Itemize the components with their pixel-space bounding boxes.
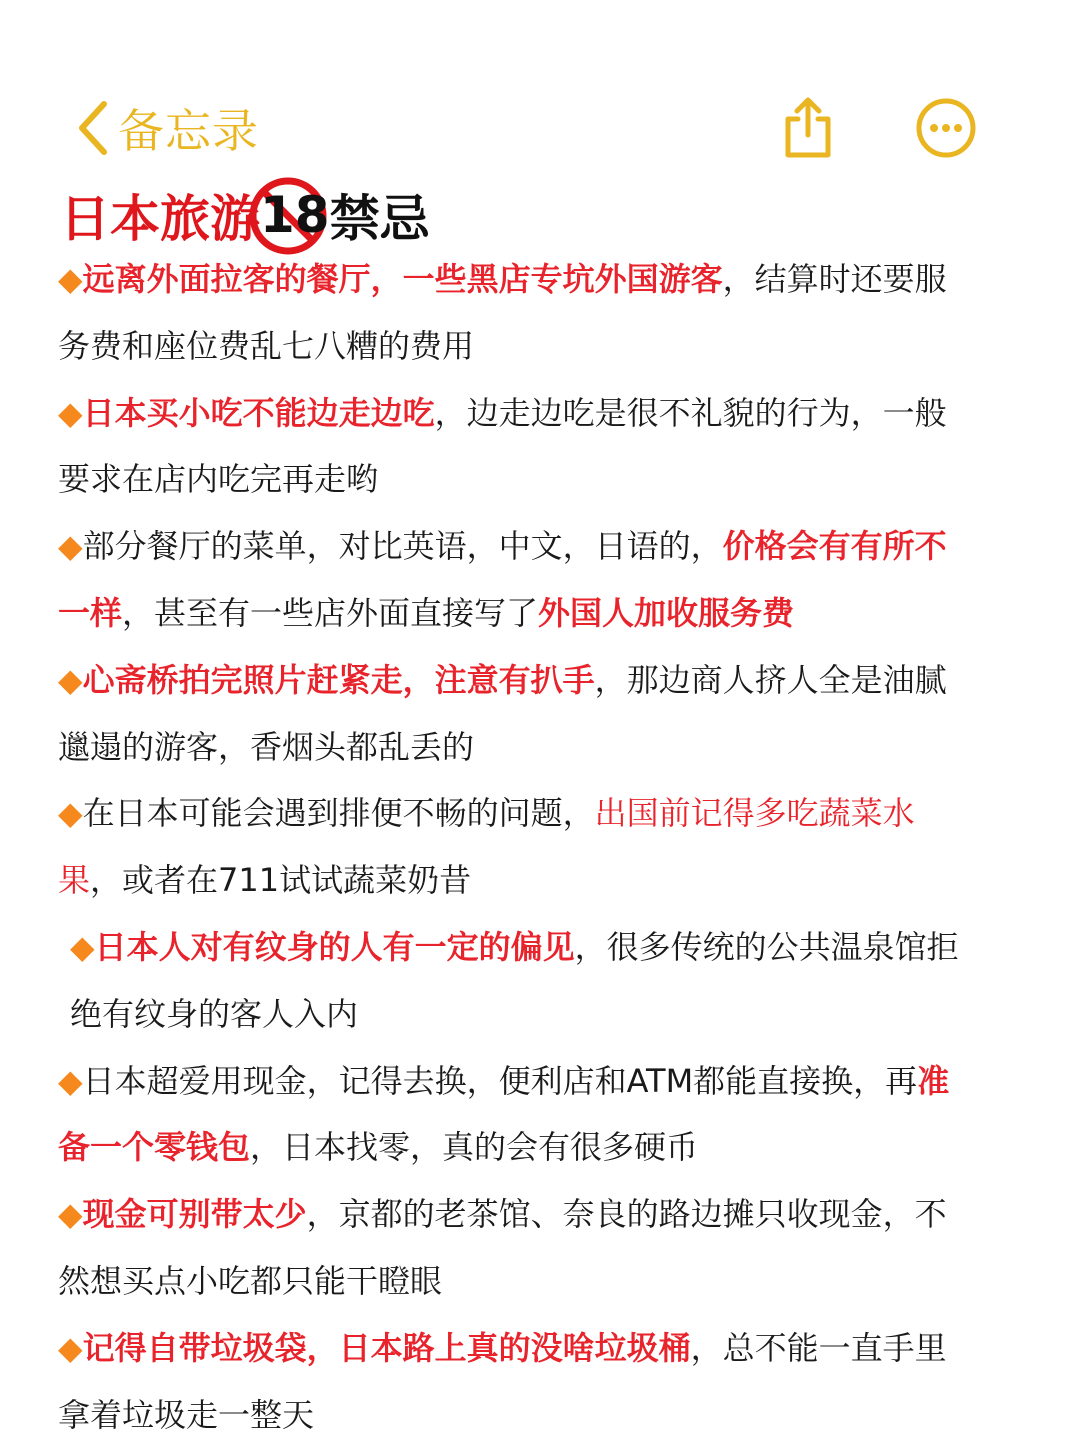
note-highlight-text: 出国前记得多吃蔬菜水果 (58, 794, 915, 900)
note-text: ，或者在711试试蔬菜奶昔 (90, 861, 472, 900)
note-item (58, 513, 978, 647)
page-title (60, 180, 430, 250)
note-text: ，边走边吃是很不礼貌的行为，一般要求在店内吃完再走哟 (58, 393, 947, 499)
diamond-bullet-icon: ◆ (58, 393, 83, 432)
note-text: ，甚至有一些店外面直接写了 (122, 593, 539, 632)
diamond-bullet-icon: ◆ (58, 527, 83, 566)
note-highlight-text: 记得自带垃圾袋，日本路上真的没啥垃圾桶 (82, 1328, 691, 1367)
note-item (58, 1315, 978, 1448)
note-item (58, 246, 978, 380)
diamond-bullet-icon: ◆ (58, 794, 83, 833)
note-highlight-text: 日本人对有纹身的人有一定的偏见 (94, 927, 575, 966)
note-item (58, 380, 978, 514)
note-text: ，那边商人挤人全是油腻邋遢的游客，香烟头都乱丢的 (58, 660, 947, 766)
note-text: ，总不能一直手里拿着垃圾走一整天 (58, 1328, 947, 1434)
note-text: 日本超爱用现金，记得去换，便利店和ATM都能直接换，再 (82, 1061, 918, 1100)
note-text: ，很多传统的公共温泉馆拒绝有纹身的客人入内 (70, 927, 959, 1033)
note-item (58, 914, 978, 1048)
note-text: ，日本找零，真的会有很多硬币 (250, 1128, 699, 1167)
note-item (58, 1181, 978, 1315)
note-body (58, 246, 978, 1448)
note-text: 部分餐厅的菜单，对比英语，中文，日语的， (82, 527, 723, 566)
title-red-text: 日本旅游 (60, 190, 260, 248)
nav-bar (0, 88, 1080, 168)
diamond-bullet-icon: ◆ (70, 927, 95, 966)
diamond-bullet-icon: ◆ (58, 260, 83, 298)
note-highlight-text: 远离外面拉客的餐厅，一些黑店专坑外国游客 (82, 260, 723, 298)
note-text: ，结算时还要服务费和座位费乱七八糟的费用 (58, 260, 947, 365)
back-button[interactable] (72, 96, 259, 160)
diamond-bullet-icon: ◆ (58, 1195, 83, 1234)
note-highlight-text: 准备一个零钱包 (58, 1061, 950, 1167)
chevron-left-icon (72, 98, 112, 158)
note-item (58, 1048, 978, 1182)
note-highlight-text: 日本买小吃不能边走边吃 (82, 393, 435, 432)
note-text: ，京都的老茶馆、奈良的路边摊只收现金，不然想买点小吃都只能干瞪眼 (58, 1195, 947, 1300)
diamond-bullet-icon: ◆ (58, 1328, 83, 1367)
title-number: 18 (260, 186, 330, 244)
title-number-badge (260, 186, 330, 244)
more-button[interactable] (910, 92, 982, 164)
note-highlight-text: 现金可别带太少 (82, 1195, 307, 1234)
share-icon (778, 95, 838, 161)
title-black-text: 禁忌 (329, 190, 430, 248)
note-item (58, 647, 978, 781)
back-label: 备忘录 (118, 104, 259, 158)
diamond-bullet-icon: ◆ (58, 1061, 83, 1100)
diamond-bullet-icon: ◆ (58, 660, 83, 699)
note-highlight-text: 价格会有有所不一样 (58, 527, 947, 632)
note-item (58, 780, 978, 914)
note-text: 在日本可能会遇到排便不畅的问题， (82, 794, 595, 833)
more-icon (914, 96, 978, 160)
note-highlight-text: 外国人加收服务费 (538, 593, 795, 632)
share-button[interactable] (772, 92, 844, 164)
note-highlight-text: 心斋桥拍完照片赶紧走，注意有扒手 (82, 660, 595, 699)
